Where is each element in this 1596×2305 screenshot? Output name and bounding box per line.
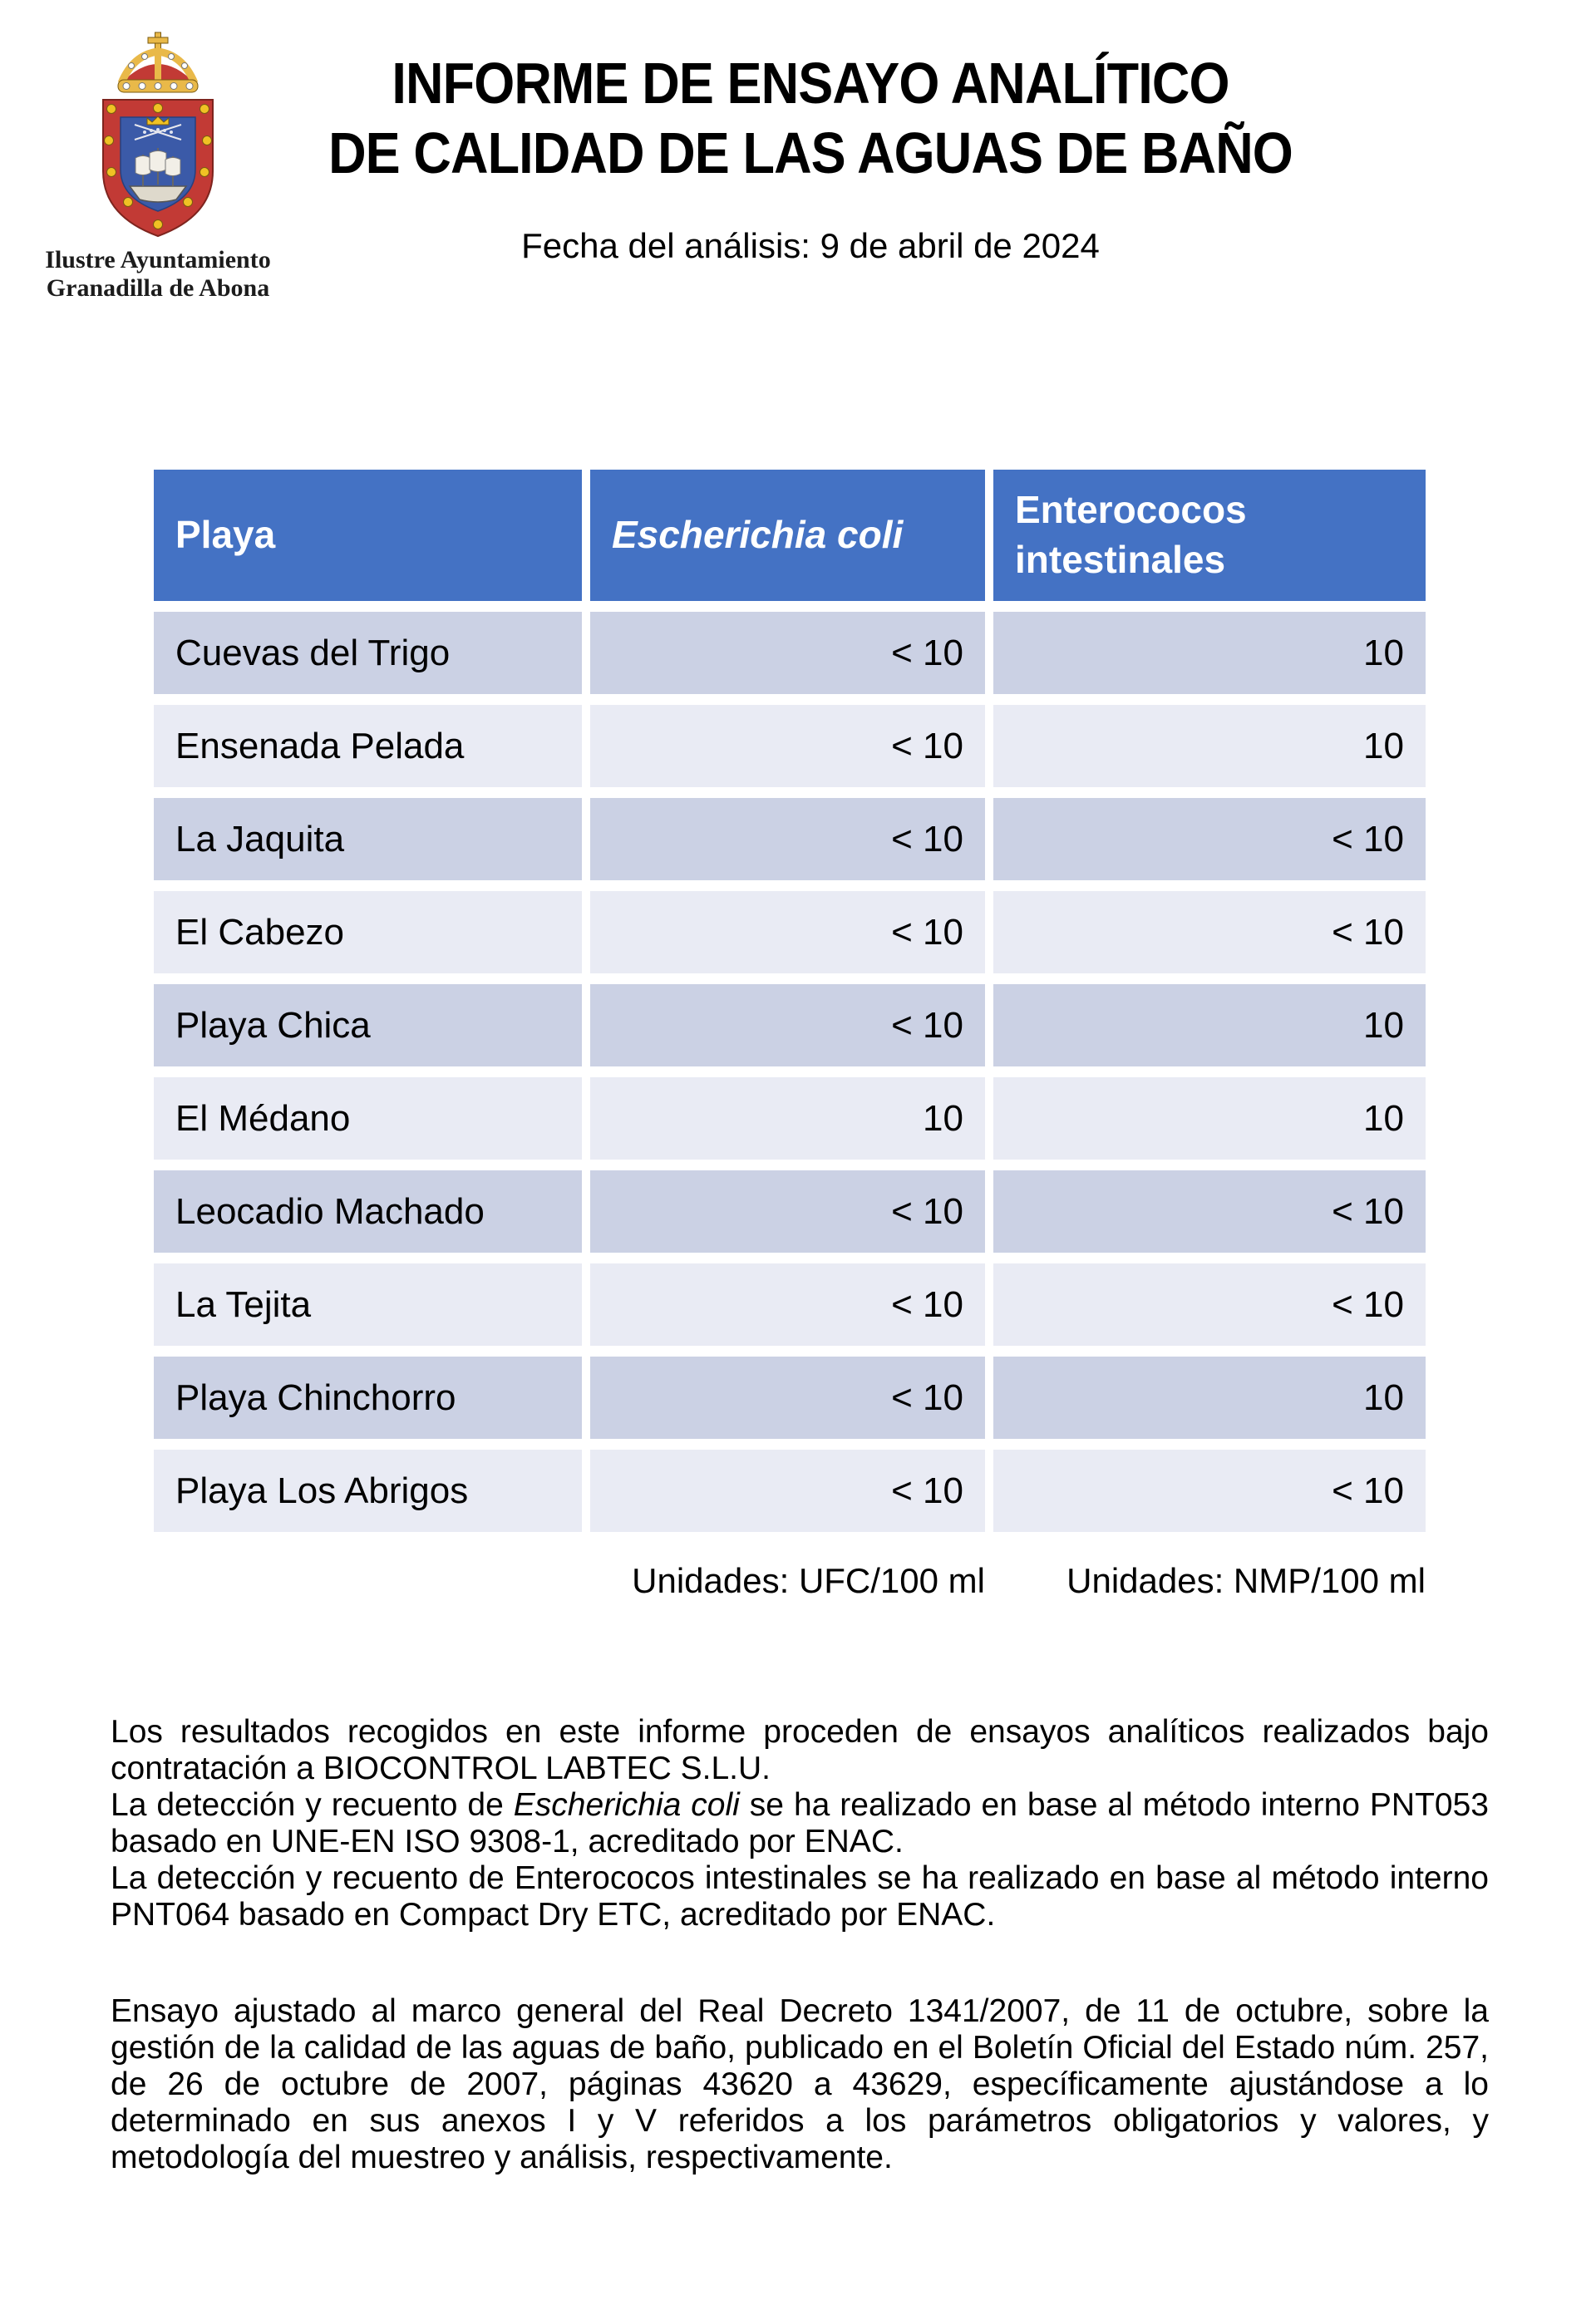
coat-of-arms-logo xyxy=(83,32,233,239)
ecoli-value-cell: < 10 xyxy=(590,891,985,973)
beach-name-cell: Playa Chinchorro xyxy=(154,1357,582,1439)
notes-section xyxy=(111,1714,1489,2176)
column-header-playa: Playa xyxy=(154,470,582,601)
page-title xyxy=(328,48,1293,188)
analysis-date: Fecha del análisis: 9 de abril de 2024 xyxy=(521,226,1100,265)
ecoli-value-cell: < 10 xyxy=(590,612,985,694)
note-contractor: Los resultados recogidos en este informe proceden de ensayos analíticos realizados bajo contratación a BIOCONTROL LABTEC S.L.U. xyxy=(111,1714,1489,1786)
note-legal-framework: Ensayo ajustado al marco general del Real Decreto 1341/2007, de 11 de octubre, sobre la gestión de la calidad de las aguas de baño, publicado en el Boletín Oficial del Estado núm. 257, de 26 de octubre de 2007, páginas 43620 a 43629, específicamente ajustándose a lo determinado en sus anexos I y V referidos a los parámetros obligatorios y valores, y metodología del muestreo y análisis, respectivamente. xyxy=(111,1993,1489,2175)
enterococci-value-cell: 10 xyxy=(993,705,1426,787)
beach-name-cell: Playa Chica xyxy=(154,984,582,1066)
organization-name-line2: Granadilla de Abona xyxy=(46,274,270,302)
note-enterococci-method: La detección y recuento de Enterococos intestinales se ha realizado en base al método interno PNT064 basado en Compact Dry ETC, acreditado por ENAC. xyxy=(111,1860,1489,1933)
organization-name xyxy=(33,246,283,303)
enterococci-value-cell: < 10 xyxy=(993,1263,1426,1346)
ecoli-value-cell: < 10 xyxy=(590,984,985,1066)
note-text-segment: La detección y recuento de xyxy=(111,1787,514,1823)
units-label-ecoli: Unidades: UFC/100 ml xyxy=(632,1561,985,1600)
note-text-segment: se ha realizado en base al método interno PNT053 basado en UNE-EN ISO 9308-1, acreditado por ENAC. xyxy=(111,1787,1489,1859)
beach-name-cell: El Médano xyxy=(154,1077,582,1160)
enterococci-value-cell: 10 xyxy=(993,612,1426,694)
header-block xyxy=(274,48,1347,266)
ecoli-value-cell: < 10 xyxy=(590,705,985,787)
ecoli-value-cell: < 10 xyxy=(590,1263,985,1346)
ecoli-value-cell: < 10 xyxy=(590,798,985,880)
note-ecoli-method xyxy=(111,1787,1489,1860)
units-label-enterococci: Unidades: NMP/100 ml xyxy=(1066,1561,1426,1600)
enterococci-value-cell: 10 xyxy=(993,1357,1426,1439)
enterococci-value-cell: 10 xyxy=(993,984,1426,1066)
beach-name-cell: Playa Los Abrigos xyxy=(154,1450,582,1532)
beach-name-cell: La Tejita xyxy=(154,1263,582,1346)
ecoli-value-cell: < 10 xyxy=(590,1170,985,1253)
municipality-logo-block xyxy=(33,32,283,303)
enterococci-value-cell: 10 xyxy=(993,1077,1426,1160)
beach-name-cell: Ensenada Pelada xyxy=(154,705,582,787)
beach-name-cell: El Cabezo xyxy=(154,891,582,973)
results-table xyxy=(154,470,1426,1532)
page-title-line1: INFORME DE ENSAYO ANALÍTICO xyxy=(392,51,1229,116)
page-title-line2: DE CALIDAD DE LAS AGUAS DE BAÑO xyxy=(328,121,1293,185)
crown-icon xyxy=(118,32,198,92)
enterococci-value-cell: < 10 xyxy=(993,891,1426,973)
shield-icon xyxy=(103,100,213,236)
enterococci-value-cell: < 10 xyxy=(993,1170,1426,1253)
ecoli-value-cell: < 10 xyxy=(590,1450,985,1532)
ecoli-value-cell: 10 xyxy=(590,1077,985,1160)
enterococci-value-cell: < 10 xyxy=(993,798,1426,880)
beach-name-cell: Cuevas del Trigo xyxy=(154,612,582,694)
enterococci-value-cell: < 10 xyxy=(993,1450,1426,1532)
column-header-enterococos-intestinales: Enterococos intestinales xyxy=(993,470,1426,601)
organization-name-line1: Ilustre Ayuntamiento xyxy=(45,246,271,273)
ecoli-value-cell: < 10 xyxy=(590,1357,985,1439)
note-italic-segment: Escherichia coli xyxy=(513,1787,740,1823)
beach-name-cell: La Jaquita xyxy=(154,798,582,880)
beach-name-cell: Leocadio Machado xyxy=(154,1170,582,1253)
column-header-escherichia-coli: Escherichia coli xyxy=(590,470,985,601)
